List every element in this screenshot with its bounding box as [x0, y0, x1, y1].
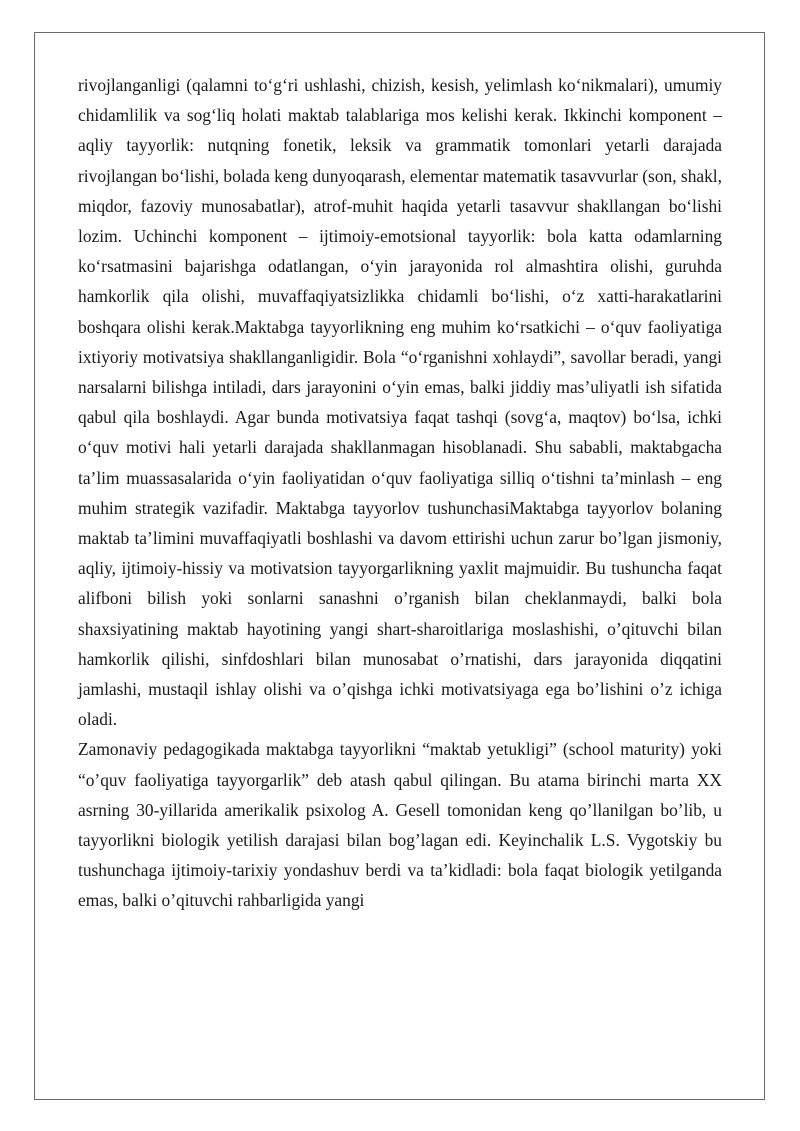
document-body: [78, 70, 722, 916]
paragraph-1: rivojlanganligi (qalamni to‘g‘ri ushlashi, chizish, kesish, yelimlash ko‘nikmalari), umumiy chidamlilik va sog‘liq holati maktab talablariga mos kelishi kerak. Ikkinchi komponent – aqliy tayyorlik: nutqning fonetik, leksik va grammatik tomonlari yetarli darajada rivojlangan bo‘lishi, bolada keng dunyoqarash, elementar matematik tasavvurlar (son, shakl, miqdor, fazoviy munosabatlar), atrof-muhit haqida yetarli tasavvur shakllangan bo‘lishi lozim. Uchinchi komponent – ijtimoiy-emotsional tayyorlik: bola katta odamlarning ko‘rsatmasini bajarishga odatlangan, o‘yin jarayonida rol almashtira olishi, guruhda hamkorlik qila olishi, muvaffaqiyatsizlikka chidamli bo‘lishi, o‘z xatti-harakatlarini boshqara olishi kerak.Maktabga tayyorlikning eng muhim ko‘rsatkichi – o‘quv faoliyatiga ixtiyoriy motivatsiya shakllanganligidir. Bola “o‘rganishni xohlaydi”, savollar beradi, yangi narsalarni bilishga intiladi, dars jarayonini o‘yin emas, balki jiddiy mas’uliyatli ish sifatida qabul qila boshlaydi. Agar bunda motivatsiya faqat tashqi (sovg‘a, maqtov) bo‘lsa, ichki o‘quv motivi hali yetarli darajada shakllanmagan hisoblanadi. Shu sababli, maktabgacha ta’lim muassasalarida o‘yin faoliyatidan o‘quv faoliyatiga silliq o‘tishni ta’minlash – eng muhim strategik vazifadir. Maktabga tayyorlov tushunchasiMaktabga tayyorlov bolaning maktab ta’limini muvaffaqiyatli boshlashi va davom ettirishi uchun zarur bo’lgan jismoniy, aqliy, ijtimoiy-hissiy va motivatsion tayyorgarlikning yaxlit majmuidir. Bu tushuncha faqat alifboni bilish yoki sonlarni sanashni o’rganish bilan cheklanmaydi, balki bola shaxsiyatining maktab hayotining yangi shart-sharoitlariga moslashishi, o’qituvchi bilan hamkorlik qilishi, sinfdoshlari bilan munosabat o’rnatishi, dars jarayonida diqqatini jamlashi, mustaqil ishlay olishi va o’qishga ichki motivatsiyaga ega bo’lishini o’z ichiga oladi.: [78, 75, 722, 730]
paragraph-2: Zamonaviy pedagogikada maktabga tayyorlikni “maktab yetukligi” (school maturity) yoki “o’quv faoliyatiga tayyorgarlik” deb atash qabul qilingan. Bu atama birinchi marta XX asrning 30-yillarida amerikalik psixolog A. Gesell tomonidan keng qo’llanilgan bo’lib, u tayyorlikni biologik yetilish darajasi bilan bog’lagan edi. Keyinchalik L.S. Vygotskiy bu tushunchaga ijtimoiy-tarixiy yondashuv berdi va ta’kidladi: bola faqat biologik yetilganda emas, balki o’qituvchi rahbarligida yangi: [78, 739, 722, 911]
